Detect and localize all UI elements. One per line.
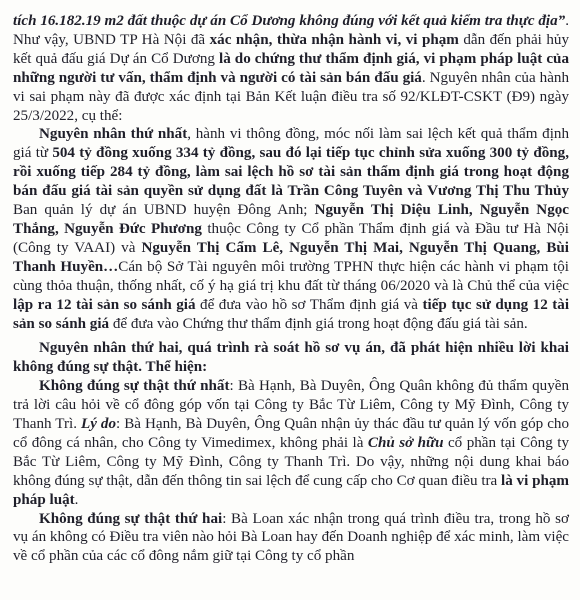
bold-text: 504 tỷ đồng xuống 334 tỷ đồng, sau đó lại tiếp tục chỉnh sửa xuống 300 tỷ đồng, rồi xuống tiếp 284 tỷ đồng, làm sai lệch hồ sơ tài sản thẩm định giá trong hoạt động bán đấu giá tài sản quyền sử dụng đất là Trần Công Tuyên và Vương Thị Thu Thủy [13, 145, 569, 200]
bold-text: Không đúng sự thật thứ nhất [39, 378, 230, 395]
body-text: . Như vậy, UBND TP Hà Nội đã [13, 13, 569, 48]
paragraph-5 [13, 510, 569, 567]
document-body [13, 12, 569, 566]
body-text: để đưa vào Chứng thư thẩm định giá trong hoạt động đấu giá tài sản. [109, 315, 528, 332]
bold-text: là do chứng thư thẩm định giá, vi phạm pháp luật của những người tư vấn, thẩm định và người có tài sản bán đấu giá [13, 50, 569, 86]
body-text: Ban quản lý dự án UBND huyện Đông Anh; [13, 202, 315, 219]
paragraph-4 [13, 377, 569, 509]
body-text: dẫn đến phải hủy kết quả đấu giá Dự án Cổ Dương [13, 31, 569, 67]
bold-text: là vi phạm pháp luật [13, 472, 570, 508]
body-text: , hành vi thông đồng, móc nối làm sai lệch kết quả thẩm định giá từ [13, 126, 570, 162]
body-text: : Bà Hạnh, Bà Duyên, Ông Quân không đủ thẩm quyền trả lời câu hỏi về cổ đông góp vốn tại Công ty Bắc Từ Liêm, Công ty Mỹ Đình, Công ty Thanh Trì. [13, 378, 569, 433]
bold-text: Nguyên nhân thứ hai, quá trình rà soát hồ sơ vụ án, đã phát hiện nhiều lời khai không đúng sự thật. Thể hiện: [13, 340, 569, 376]
body-text: . [74, 491, 79, 508]
body-text: thuộc Công ty Cổ phần Thẩm định giá và Đầu tư Hà Nội (Công ty VAAI) và [13, 220, 569, 256]
bold-italic-text: tích 16.182.19 m2 đất thuộc dự án Cổ Dương không đúng với kết quả kiểm tra thực địa” [13, 13, 566, 29]
bold-text: xác nhận, thừa nhận hành vi, vi phạm [209, 31, 459, 48]
body-text: cổ phần tại Công ty Bắc Từ Liêm, Công ty Mỹ Đình, Công ty Thanh Trì. Do vậy, những nội dung khai báo không đúng sự thật, dẫn đến thông tin sai lệch để cung cấp cho Cơ quan điều tra [13, 434, 569, 489]
paragraph-2 [13, 125, 569, 333]
body-text: . Nguyên nhân của hành vi sai phạm này đã được xác định tại Bản Kết luận điều tra số 92/KLĐT-CSKT (Đ9) ngày 25/3/2022, cụ thể: [13, 69, 569, 124]
bold-text: Nguyên nhân thứ nhất [39, 126, 188, 143]
bold-text: Nguyễn Thị Diệu Linh, Nguyễn Ngọc Thắng, Nguyễn Đức Phương [13, 202, 569, 237]
bold-italic-text: Chủ sở hữu [367, 434, 444, 451]
paragraph-1 [13, 12, 569, 125]
body-text: : Bà Hạnh, Bà Duyên, Ông Quân nhận ủy thác đầu tư quản lý vốn góp cho cổ đông cá nhân, cho Công ty Vimedimex, không phải là [13, 416, 569, 451]
body-text: Cán bộ Sở Tài nguyên môi trường TPHN thực hiện các hành vi phạm tội cùng thỏa thuận, thống nhất, cố ý hạ giá trị khu đất từ tháng 06/2020 và là Chủ thể của việc [13, 258, 569, 294]
bold-text: tiếp tục sử dụng 12 tài sản so sánh giá [13, 296, 570, 332]
body-text: : Bà Loan xác nhận trong quá trình điều tra, trong hồ sơ vụ án không có Điều tra viên nào hỏi Bà Loan hay đến Doanh nghiệp để xác minh, làm việc về cổ phần của các cổ đông nắm giữ tại Công ty cổ phần [13, 510, 569, 565]
bold-text: Nguyễn Thị Cẩm Lê, Nguyễn Thị Mai, Nguyễn Thị Quang, Bùi Thanh Huyền… [13, 239, 569, 275]
paragraph-3 [13, 339, 569, 377]
bold-text: lập ra 12 tài sản so sánh giá [13, 296, 196, 313]
bold-italic-text: Lý do [81, 416, 117, 433]
bold-text: Không đúng sự thật thứ hai [39, 510, 223, 527]
body-text: để đưa vào hồ sơ Thẩm định giá và [195, 296, 423, 313]
